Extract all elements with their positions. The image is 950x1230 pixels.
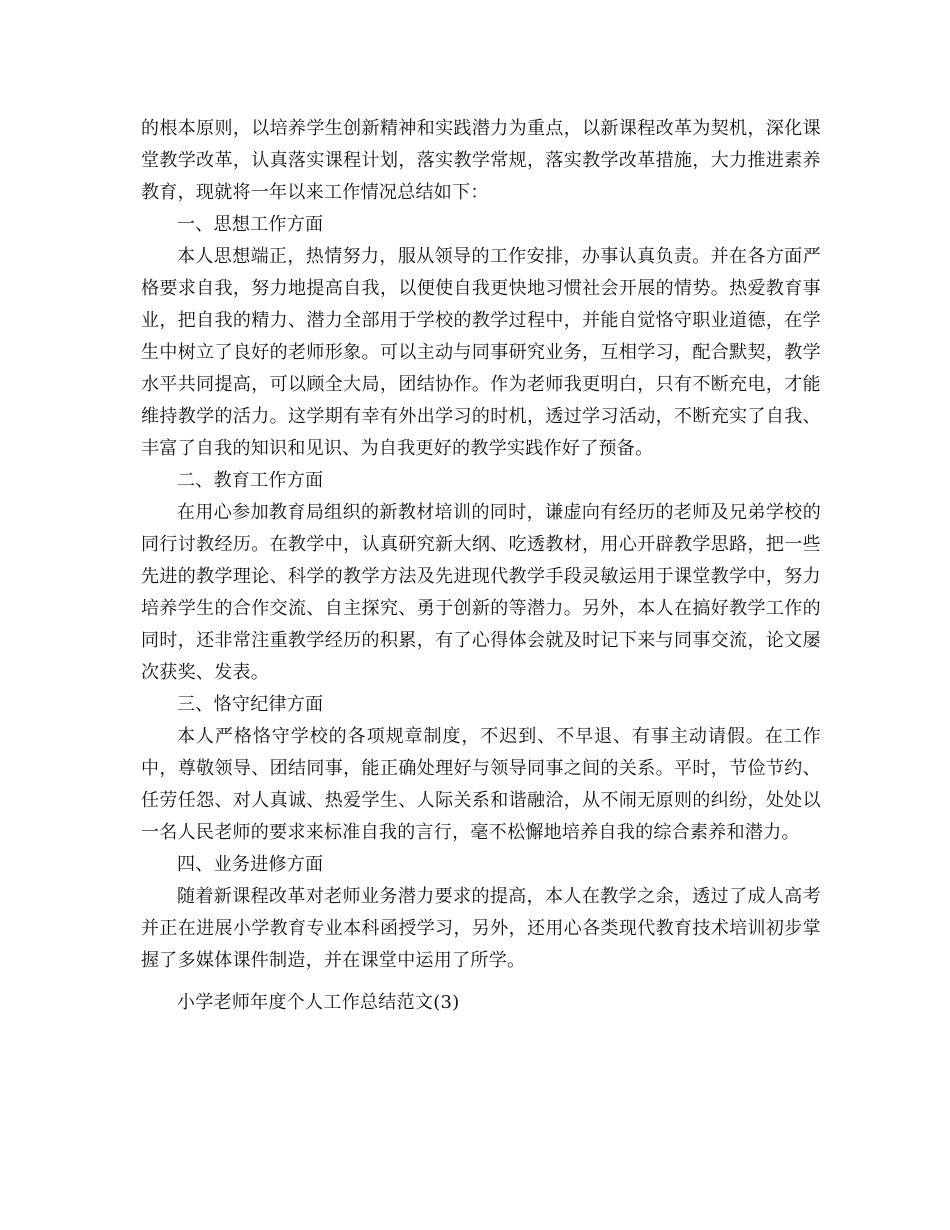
section-body-4: 随着新课程改革对老师业务潜力要求的提高，本人在教学之余，透过了成人高考并正在进展小学教育专业本科函授学习，另外，还用心各类现代教育技术培训初步掌握了多媒体课件制造，并在课堂中运用了所学。 [141, 886, 821, 971]
section-heading-3: 三、恪守纪律方面 [177, 694, 324, 715]
section-body-3: 本人严格恪守学校的各项规章制度，不迟到、不早退、有事主动请假。在工作中，尊敬领导、团结同事，能正确处理好与领导同事之间的关系。平时，节俭节约、任劳任怨、对人真诚、热爱学生、人际关系和谐融洽，从不闹无原则的纠纷，处处以一名人民老师的要求来标准自我的言行，毫不松懈地培养自我的综合素养和潜力。 [141, 726, 821, 843]
section-body-1: 本人思想端正，热情努力，服从领导的工作安排，办事认真负责。并在各方面严格要求自我，努力地提高自我，以便使自我更快地习惯社会开展的情势。热爱教育事业，把自我的精力、潜力全部用于学校的教学过程中，并能自觉恪守职业道德，在学生中树立了良好的老师形象。可以主动与同事研究业务，互相学习，配合默契，教学水平共同提高，可以顾全大局，团结协作。作为老师我更明白，只有不断充电，才能维持教学的活力。这学期有幸有外出学习的时机，透过学习活动，不断充实了自我、丰富了自我的知识和见识、为自我更好的教学实践作好了预备。 [141, 246, 821, 459]
section-heading-1: 一、思想工作方面 [177, 214, 324, 235]
opening-paragraph: 的根本原则，以培养学生创新精神和实践潜力为重点，以新课程改革为契机，深化课堂教学改革，认真落实课程计划，落实教学常规，落实教学改革措施，大力推进素养教育，现就将一年以来工作情况总结如下： [141, 118, 821, 203]
section-body-2: 在用心参加教育局组织的新教材培训的同时，谦虚向有经历的老师及兄弟学校的同行讨教经历。在教学中，认真研究新大纲、吃透教材，用心开辟教学思路，把一些先进的教学理论、科学的教学方法及先进现代教学手段灵敏运用于课堂教学中，努力培养学生的合作交流、自主探究、勇于创新的等潜力。另外，本人在搞好教学工作的同时，还非常注重教学经历的积累，有了心得体会就及时记下来与同事交流，论文屡次获奖、发表。 [141, 502, 821, 683]
section-heading-4: 四、业务进修方面 [177, 854, 324, 875]
document-body [141, 113, 821, 1019]
section-heading-2: 二、教育工作方面 [177, 470, 324, 491]
next-article-title: 小学老师年度个人工作总结范文(3) [177, 992, 460, 1013]
